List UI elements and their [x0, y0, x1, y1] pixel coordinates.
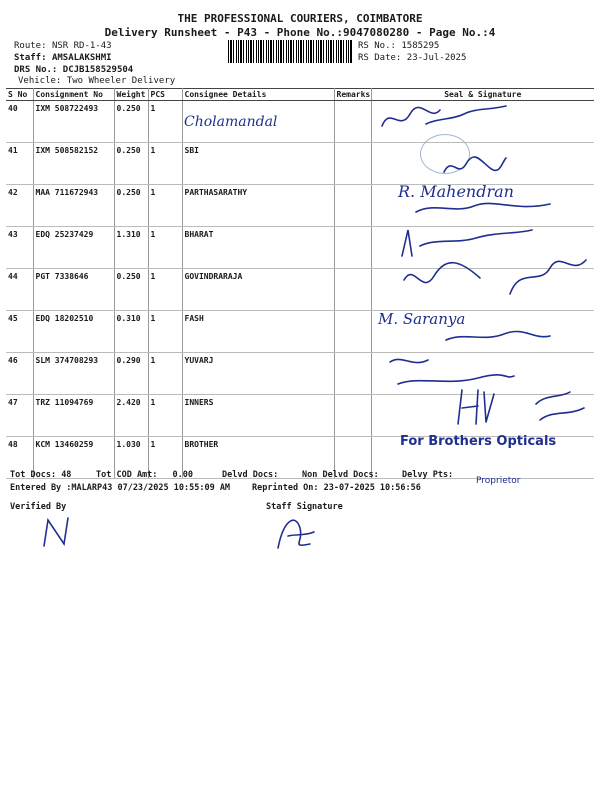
consignment-cell: MAA 711672943	[33, 185, 114, 227]
weight-cell: 2.420	[114, 395, 148, 437]
consignment-cell: TRZ 11094769	[33, 395, 114, 437]
signature-row-40	[380, 96, 510, 136]
drs-line	[14, 65, 133, 75]
route-label: Route:	[14, 41, 47, 51]
rs-no-value: 1585295	[401, 41, 440, 51]
weight-cell: 0.250	[114, 269, 148, 311]
pcs-cell: 1	[148, 395, 182, 437]
sno-cell: 48	[6, 437, 33, 479]
tot-cod-value: 0.00	[172, 470, 194, 480]
weight-cell: 0.250	[114, 185, 148, 227]
sno-cell: 40	[6, 101, 33, 143]
vehicle-value: Two Wheeler Delivery	[66, 76, 176, 86]
col-seal-signature: Seal & Signature	[371, 89, 594, 101]
verifier-signature	[38, 516, 78, 550]
consignee-cell: PARTHASARATHY	[182, 185, 334, 227]
pcs-cell: 1	[148, 227, 182, 269]
sno-cell: 47	[6, 395, 33, 437]
remarks-cell	[334, 227, 371, 269]
pcs-cell: 1	[148, 143, 182, 185]
sno-cell: 43	[6, 227, 33, 269]
tot-cod-label: Tot COD Amt:	[96, 470, 158, 480]
remarks-cell	[334, 395, 371, 437]
weight-cell: 0.310	[114, 311, 148, 353]
consignment-cell: EDQ 18202510	[33, 311, 114, 353]
handwritten-consignee: Cholamandal	[184, 114, 278, 130]
consignee-cell: BROTHER	[182, 437, 334, 479]
consignee-cell: SBI	[182, 143, 334, 185]
consignee-cell: FASH	[182, 311, 334, 353]
consignment-cell: IXM 508582152	[33, 143, 114, 185]
non-delvd-docs-label: Non Delvd Docs:	[302, 470, 379, 480]
remarks-cell	[334, 353, 371, 395]
remarks-cell	[334, 311, 371, 353]
tot-docs-value: 48	[61, 470, 72, 480]
pcs-cell: 1	[148, 353, 182, 395]
weight-cell: 1.030	[114, 437, 148, 479]
route-line	[14, 41, 112, 51]
pcs-cell: 1	[148, 101, 182, 143]
tot-docs	[10, 470, 71, 480]
weight-cell: 0.290	[114, 353, 148, 395]
col-pcs: PCS	[148, 89, 182, 101]
consignment-cell: KCM 13460259	[33, 437, 114, 479]
pcs-cell: 1	[148, 269, 182, 311]
remarks-cell	[334, 269, 371, 311]
col-weight: Weight	[114, 89, 148, 101]
runsheet-subtitle: Delivery Runsheet - P43 - Phone No.:9047080280 - Page No.:4	[104, 26, 496, 39]
sno-cell: 46	[6, 353, 33, 395]
rs-date-label: RS Date:	[358, 53, 402, 63]
consignment-cell: SLM 374708293	[33, 353, 114, 395]
staff-value: AMSALAKSHMI	[51, 53, 112, 63]
remarks-cell	[334, 143, 371, 185]
verified-by-label: Verified By	[10, 502, 67, 512]
col-consignee: Consignee Details	[182, 89, 334, 101]
rs-date-line	[358, 53, 466, 63]
col-sno: S No	[6, 89, 33, 101]
staff-signature-mark	[270, 508, 320, 554]
weight-cell: 0.250	[114, 143, 148, 185]
entered-by: Entered By :MALARP43 07/23/2025 10:55:09 AM	[10, 483, 231, 493]
sno-cell: 45	[6, 311, 33, 353]
remarks-cell	[334, 185, 371, 227]
pcs-cell: 1	[148, 185, 182, 227]
staff-signature-label: Staff Signature	[266, 502, 343, 512]
sno-cell: 44	[6, 269, 33, 311]
delvd-docs-label: Delvd Docs:	[222, 470, 279, 480]
consignee-cell: INNERS	[182, 395, 334, 437]
reprinted-on: Reprinted On: 23-07-2025 10:56:56	[252, 483, 421, 493]
proprietor-stamp: Proprietor	[476, 476, 521, 486]
rs-date-value: 23-Jul-2025	[406, 53, 467, 63]
rs-no-line	[358, 41, 439, 51]
sno-cell: 42	[6, 185, 33, 227]
pcs-cell: 1	[148, 311, 182, 353]
signature-row-45-name: M. Saranya	[378, 310, 466, 328]
weight-cell: 0.250	[114, 101, 148, 143]
tot-cod	[96, 470, 193, 480]
vehicle-line	[18, 76, 175, 86]
signature-row-45-phone	[444, 328, 554, 346]
route-value: NSR RD-1-43	[51, 41, 112, 51]
consignee-cell: YUVARJ	[182, 353, 334, 395]
rs-no-label: RS No.:	[358, 41, 396, 51]
consignee-cell: GOVINDRARAJA	[182, 269, 334, 311]
signature-row-41	[440, 150, 510, 180]
weight-cell: 1.310	[114, 227, 148, 269]
tot-docs-label: Tot Docs:	[10, 470, 57, 480]
staff-line	[14, 53, 112, 63]
consignment-cell: PGT 7338646	[33, 269, 114, 311]
signature-row-44	[400, 256, 590, 302]
col-consignment: Consignment No	[33, 89, 114, 101]
consignee-cell: BHARAT	[182, 227, 334, 269]
col-remarks: Remarks	[334, 89, 371, 101]
signature-row-47	[450, 384, 590, 428]
consignment-cell: IXM 508722493	[33, 101, 114, 143]
vehicle-label: Vehicle:	[18, 76, 62, 86]
signature-row-42-name: R. Mahendran	[398, 182, 514, 201]
staff-label: Staff:	[14, 53, 47, 63]
remarks-cell	[334, 101, 371, 143]
delvy-pts-label: Delvy Pts:	[402, 470, 454, 480]
consignment-cell: EDQ 25237429	[33, 227, 114, 269]
signature-row-42-phone	[414, 198, 554, 218]
drs-barcode	[228, 40, 352, 63]
sno-cell: 41	[6, 143, 33, 185]
company-title: THE PROFESSIONAL COURIERS, COIMBATORE	[177, 12, 423, 25]
drs-value: DCJB158529504	[62, 65, 134, 75]
brothers-opticals-stamp: For Brothers Opticals	[400, 434, 557, 449]
pcs-cell: 1	[148, 437, 182, 479]
drs-label: DRS No.:	[14, 65, 58, 75]
